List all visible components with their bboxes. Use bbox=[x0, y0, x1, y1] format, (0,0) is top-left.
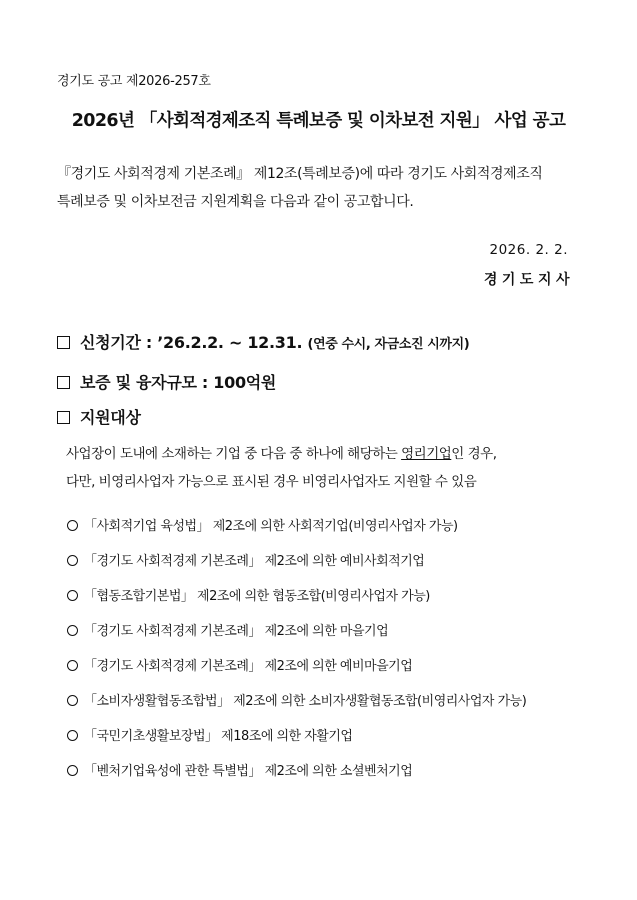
section-guarantee-scale bbox=[57, 370, 276, 393]
list-item-text: 「협동조합기본법」 제2조에 의한 협동조합(비영리사업자 가능) bbox=[84, 589, 430, 604]
circle-bullet-icon bbox=[67, 660, 78, 671]
circle-bullet-icon bbox=[67, 765, 78, 776]
target-desc-line-1 bbox=[66, 440, 586, 468]
notice-number: 경기도 공고 제2026-257호 bbox=[57, 74, 211, 89]
list-item bbox=[67, 760, 412, 779]
issuer-name: 경기도지사 bbox=[483, 272, 574, 288]
intro-line-1: 『경기도 사회적경제 기본조례』 제12조(특례보증)에 따라 경기도 사회적경제조직 bbox=[57, 166, 543, 182]
list-item bbox=[67, 725, 352, 744]
target-description bbox=[66, 440, 586, 496]
section-support-target bbox=[57, 405, 141, 428]
scale-label: 보증 및 융자규모 : 100억원 bbox=[80, 373, 277, 392]
checkbox-square-icon bbox=[57, 336, 70, 349]
circle-bullet-icon bbox=[67, 555, 78, 566]
list-item bbox=[67, 515, 458, 534]
intro-line-2: 특례보증 및 이차보전금 지원계획을 다음과 같이 공고합니다. bbox=[57, 194, 414, 210]
list-item bbox=[67, 585, 430, 604]
circle-bullet-icon bbox=[67, 520, 78, 531]
notice-date: 2026. 2. 2. bbox=[489, 242, 568, 258]
list-item-text: 「소비자생활협동조합법」 제2조에 의한 소비자생활협동조합(비영리사업자 가능) bbox=[84, 694, 527, 709]
intro-paragraph bbox=[57, 160, 582, 216]
period-note: (연중 수시, 자금소진 시까지) bbox=[307, 337, 470, 352]
desc-text: 인 경우, bbox=[451, 446, 497, 462]
target-label: 지원대상 bbox=[80, 408, 141, 427]
list-item bbox=[67, 690, 526, 709]
period-label: 신청기간 : ’26.2.2. ~ 12.31. bbox=[80, 333, 303, 352]
list-item-text: 「국민기초생활보장법」 제18조에 의한 자활기업 bbox=[84, 729, 353, 744]
list-item bbox=[67, 620, 388, 639]
list-item-text: 「사회적기업 육성법」 제2조에 의한 사회적기업(비영리사업자 가능) bbox=[84, 519, 458, 534]
list-item-text: 「경기도 사회적경제 기본조례」 제2조에 의한 마을기업 bbox=[84, 624, 389, 639]
list-item-text: 「벤처기업육성에 관한 특별법」 제2조에 의한 소셜벤처기업 bbox=[84, 764, 413, 779]
list-item bbox=[67, 655, 412, 674]
circle-bullet-icon bbox=[67, 590, 78, 601]
list-item-text: 「경기도 사회적경제 기본조례」 제2조에 의한 예비마을기업 bbox=[84, 659, 413, 674]
list-item bbox=[67, 550, 424, 569]
circle-bullet-icon bbox=[67, 695, 78, 706]
target-desc-line-2: 다만, 비영리사업자 가능으로 표시된 경우 비영리사업자도 지원할 수 있음 bbox=[66, 474, 477, 490]
circle-bullet-icon bbox=[67, 730, 78, 741]
section-application-period bbox=[57, 330, 469, 353]
desc-text: 사업장이 도내에 소재하는 기업 중 다음 중 하나에 해당하는 bbox=[66, 446, 402, 462]
document-title: 2026년 「사회적경제조직 특례보증 및 이차보전 지원」 사업 공고 bbox=[71, 111, 566, 131]
circle-bullet-icon bbox=[67, 625, 78, 636]
desc-underlined-text: 영리기업 bbox=[401, 446, 452, 462]
checkbox-square-icon bbox=[57, 376, 70, 389]
checkbox-square-icon bbox=[57, 411, 70, 424]
list-item-text: 「경기도 사회적경제 기본조례」 제2조에 의한 예비사회적기업 bbox=[84, 554, 425, 569]
